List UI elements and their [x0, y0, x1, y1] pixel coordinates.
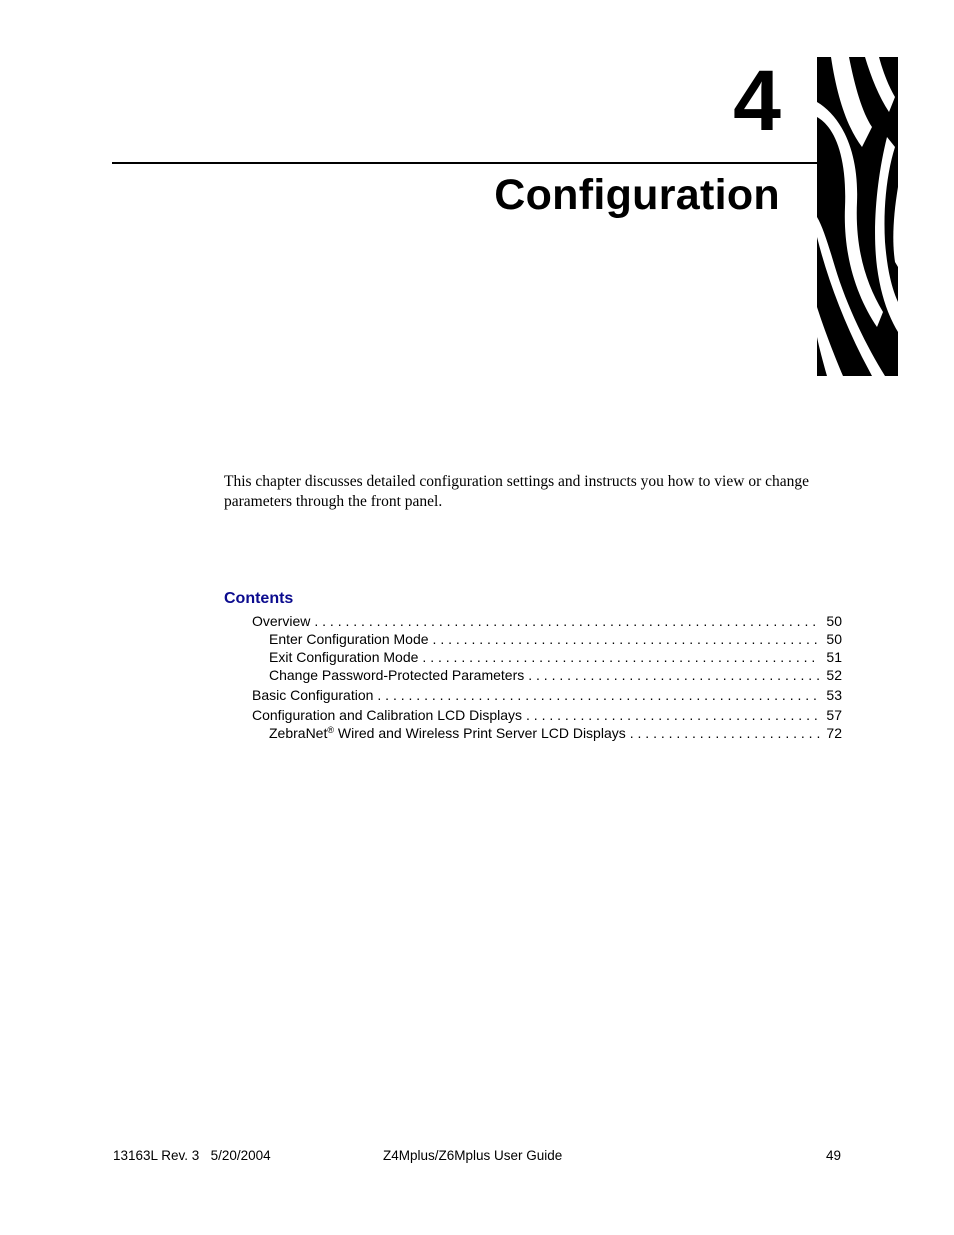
footer-page-number: 49 — [825, 1148, 841, 1163]
toc-item-label: Configuration and Calibration LCD Displays — [252, 707, 523, 723]
chapter-title: Configuration — [494, 171, 780, 219]
toc-item-label-prefix: ZebraNet — [269, 725, 328, 741]
toc-leader-dots — [433, 630, 820, 648]
toc-item-page: 57 — [826, 707, 842, 723]
toc-item-page: 52 — [826, 667, 842, 683]
toc-item-page: 51 — [826, 649, 842, 665]
toc-item-enter-configuration-mode[interactable] — [252, 630, 842, 648]
toc-item-configuration-calibration-lcd-displays[interactable] — [252, 706, 842, 724]
toc-leader-dots — [314, 612, 820, 630]
toc-item-label: Overview — [252, 613, 311, 629]
toc-item-page: 50 — [826, 631, 842, 647]
toc-item-label-suffix: Wired and Wireless Print Server LCD Displays — [334, 725, 626, 741]
toc-item-zebranet-print-server-lcd-displays[interactable] — [252, 724, 842, 742]
toc-leader-dots — [528, 666, 820, 684]
table-of-contents — [252, 612, 842, 742]
toc-item-label: Enter Configuration Mode — [269, 631, 429, 647]
chapter-rule — [112, 162, 818, 164]
toc-item-page: 53 — [826, 687, 842, 703]
footer-doc-id: 13163L Rev. 3 5/20/2004 — [113, 1148, 271, 1163]
contents-heading: Contents — [224, 590, 294, 607]
toc-leader-dots — [630, 724, 820, 742]
toc-item-change-password-protected-parameters[interactable] — [252, 666, 842, 684]
toc-item-page: 72 — [826, 725, 842, 741]
footer-guide-title: Z4Mplus/Z6Mplus User Guide — [383, 1148, 563, 1163]
chapter-intro: This chapter discusses detailed configuration settings and instructs you how to view or change parameters through the front panel. — [224, 473, 809, 510]
registered-mark: ® — [327, 725, 334, 735]
toc-item-exit-configuration-mode[interactable] — [252, 648, 842, 666]
chapter-number: 4 — [733, 53, 780, 149]
toc-leader-dots — [377, 686, 820, 704]
toc-item-page: 50 — [826, 613, 842, 629]
toc-item-basic-configuration[interactable] — [252, 686, 842, 704]
toc-leader-dots — [422, 648, 820, 666]
toc-item-overview[interactable] — [252, 612, 842, 630]
toc-item-label: Change Password-Protected Parameters — [269, 667, 525, 683]
toc-item-label: Exit Configuration Mode — [269, 649, 419, 665]
toc-leader-dots — [526, 706, 820, 724]
toc-item-label: Basic Configuration — [252, 687, 374, 703]
toc-item-label — [269, 724, 626, 742]
zebra-stripes-tab — [817, 57, 898, 376]
